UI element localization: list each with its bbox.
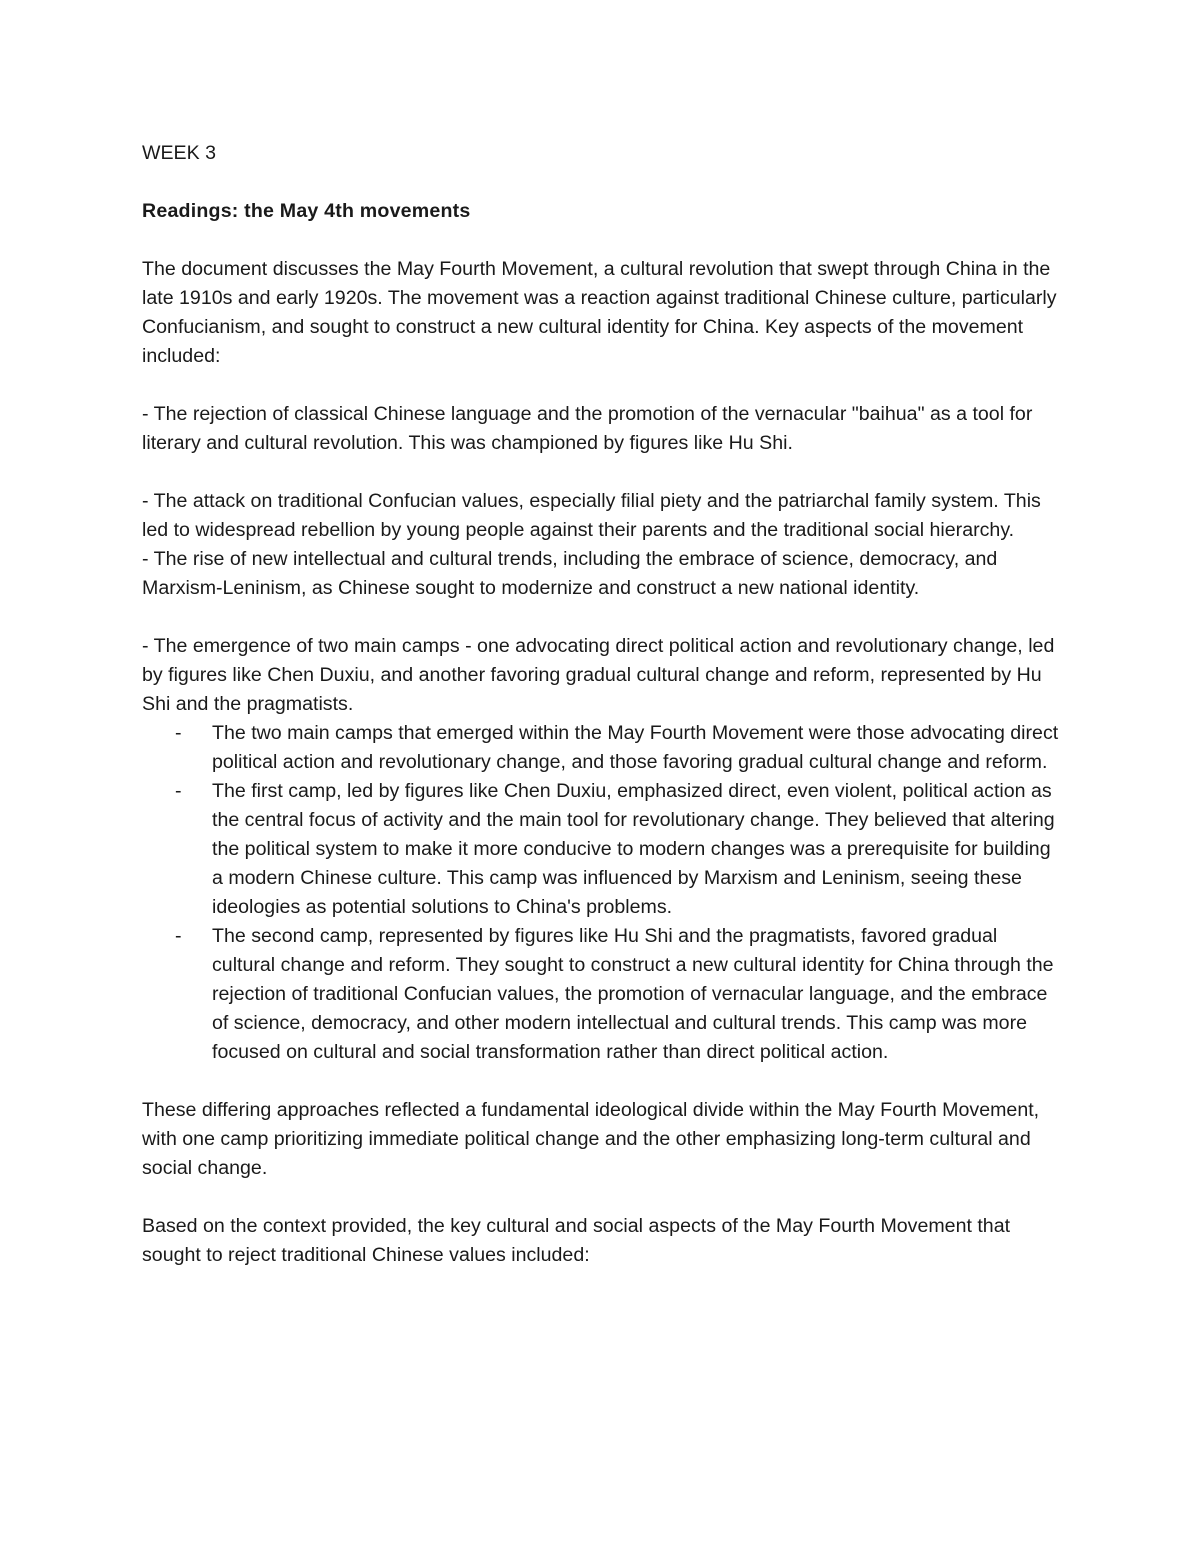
sub-list-item-text: The two main camps that emerged within the May Fourth Movement were those advocating direct political action and revolutionary change, and those favoring gradual cultural change and reform. — [212, 722, 1059, 773]
closing-paragraph: Based on the context provided, the key cultural and social aspects of the May Fourth Movement that sought to reject traditional Chinese values included: — [142, 1215, 1011, 1266]
sub-list-item-text: The first camp, led by figures like Chen Duxiu, emphasized direct, even violent, political action as the central focus of activity and the main tool for revolutionary change. They believed that altering the political system to make it more conducive to modern changes was a prerequisite for building a modern Chinese culture. This camp was influenced by Marxism and Leninism, seeing these ideologies as potential solutions to China's problems. — [212, 780, 1055, 918]
point-confucian-values: - The attack on traditional Confucian values, especially filial piety and the patriarchal family system. This led to widespread rebellion by young people against their parents and the traditional social hierarchy. — [142, 490, 1041, 541]
sub-list-item — [142, 777, 1062, 922]
sub-list-item — [142, 719, 1062, 777]
sub-list-item-text: The second camp, represented by figures like Hu Shi and the pragmatists, favored gradual cultural change and reform. They sought to construct a new cultural identity for China through the rejection of traditional Confucian values, the promotion of vernacular language, and the embrace of science, democracy, and other modern intellectual and cultural trends. This camp was more focused on cultural and social transformation rather than direct political action. — [212, 925, 1054, 1063]
sub-list-item — [142, 922, 1062, 1067]
point-two-camps: - The emergence of two main camps - one advocating direct political action and revolutionary change, led by figures like Chen Duxiu, and another favoring gradual cultural change and reform, represented by Hu Shi and the pragmatists. — [142, 635, 1055, 715]
camps-sub-list — [142, 719, 1062, 1067]
point-language: - The rejection of classical Chinese language and the promotion of the vernacular "baihua" as a tool for literary and cultural revolution. This was championed by figures like Hu Shi. — [142, 403, 1033, 454]
point-intellectual-trends: - The rise of new intellectual and cultural trends, including the embrace of science, democracy, and Marxism-Leninism, as Chinese sought to modernize and construct a new national identity. — [142, 548, 998, 599]
dash-marker: - — [175, 722, 182, 744]
camps-sub-list-wrap — [142, 719, 1062, 1067]
dash-marker: - — [175, 925, 182, 947]
readings-heading: Readings: the May 4th movements — [142, 200, 471, 222]
intro-paragraph: The document discusses the May Fourth Movement, a cultural revolution that swept through China in the late 1910s and early 1920s. The movement was a reaction against traditional Chinese culture, particularly Confucianism, and sought to construct a new cultural identity for China. Key aspects of the movement included: — [142, 258, 1057, 367]
dash-marker: - — [175, 780, 182, 802]
week-label: WEEK 3 — [142, 142, 217, 164]
conclusion-paragraph: These differing approaches reflected a fundamental ideological divide within the May Fourth Movement, with one camp prioritizing immediate political change and the other emphasizing long-term cultural and social change. — [142, 1099, 1040, 1179]
document-page — [142, 139, 1062, 1270]
